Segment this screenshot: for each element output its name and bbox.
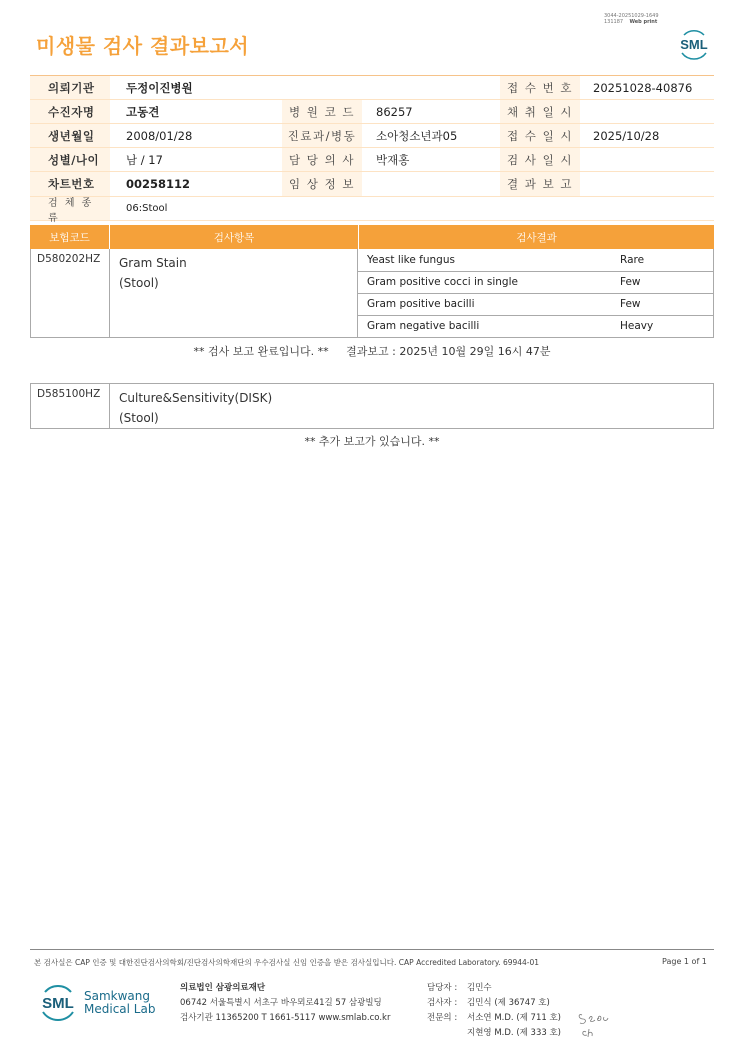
col-test-result: 검사결과: [516, 231, 557, 244]
report-complete-note: ** 검사 보고 완료입니다. ** 결과보고 : 2025년 10월 29일 16시 47분: [193, 345, 551, 358]
page-number: Page 1 of 1: [662, 957, 707, 966]
insurance-code: D580202HZ: [37, 253, 101, 265]
print-code: 3044-20251029-1649 131187 Web print: [604, 13, 659, 25]
info-row: 의뢰기관 두정이진병원 접 수 번 호 20251028-40876: [30, 76, 714, 100]
info-row: 수진자명 고동견 병 원 코 드 86257 채 취 일 시: [30, 100, 714, 124]
insurance-code: D585100HZ: [37, 388, 101, 400]
footer-divider: [30, 949, 714, 950]
info-row: 성별/나이 남 / 17 담 당 의 사 박재홍 검 사 일 시: [30, 148, 714, 172]
sml-logo: [676, 26, 712, 62]
result-row: Yeast like fungus Rare: [358, 249, 714, 272]
gram-stain-result-block: [30, 249, 714, 338]
culture-result-block: [30, 383, 714, 429]
test-name: Gram Stain: [119, 256, 187, 270]
col-insurance-code: 보험코드: [30, 225, 110, 249]
info-row: 검 체 종 류 06:Stool: [30, 197, 714, 221]
info-row: 생년월일 2008/01/28 진료과/병동 소아청소년과05 접 수 일 시 2025/10/28: [30, 124, 714, 148]
info-row: 차트번호 00258112 임 상 정 보 결 과 보 고: [30, 172, 714, 197]
staff-row: 전문의 : 서소연 M.D. (제 711 호): [427, 1013, 562, 1023]
staff-row: 지현영 M.D. (제 333 호): [467, 1028, 562, 1038]
specimen-label: (Stool): [119, 411, 159, 425]
result-row: Gram positive bacilli Few: [358, 293, 714, 316]
certification-text: 본 검사실은 CAP 인증 및 대한진단검사의학회/진단검사의학재단의 우수검사실 신임 인증을 받은 검사실입니다. CAP Accredited Laboratory. 69944-01: [34, 958, 540, 967]
org-address: 의료법인 삼광의료재단 06742 서울특별시 서초구 바우뫼로41길 57 삼광빌딩 검사기관 11365200 T 1661-5117 www.smlab.co.kr: [180, 983, 391, 1023]
signature: [576, 1005, 616, 1039]
staff-row: 검사자 : 김민식 (제 36747 호): [427, 998, 550, 1008]
svg-text:SML: SML: [42, 995, 74, 1012]
svg-text:SML: SML: [680, 37, 708, 52]
specimen-label: (Stool): [119, 276, 159, 290]
additional-report-note: ** 추가 보고가 있습니다. **: [304, 435, 440, 448]
brand-name: Samkwang Medical Lab: [84, 989, 156, 1016]
result-row: Gram negative bacilli Heavy: [367, 320, 654, 332]
staff-row: 담당자 : 김민수: [427, 983, 492, 993]
col-test-item: 검사항목: [110, 225, 359, 249]
patient-info-table: [30, 75, 714, 224]
results-header: [30, 225, 714, 249]
samkwang-logo: [36, 980, 80, 1024]
staff-list: [427, 981, 561, 1041]
test-name: Culture&Sensitivity(DISK): [119, 391, 273, 405]
report-title: 미생물 검사 결과보고서: [36, 34, 250, 58]
result-row: Gram positive cocci in single Few: [358, 271, 714, 294]
